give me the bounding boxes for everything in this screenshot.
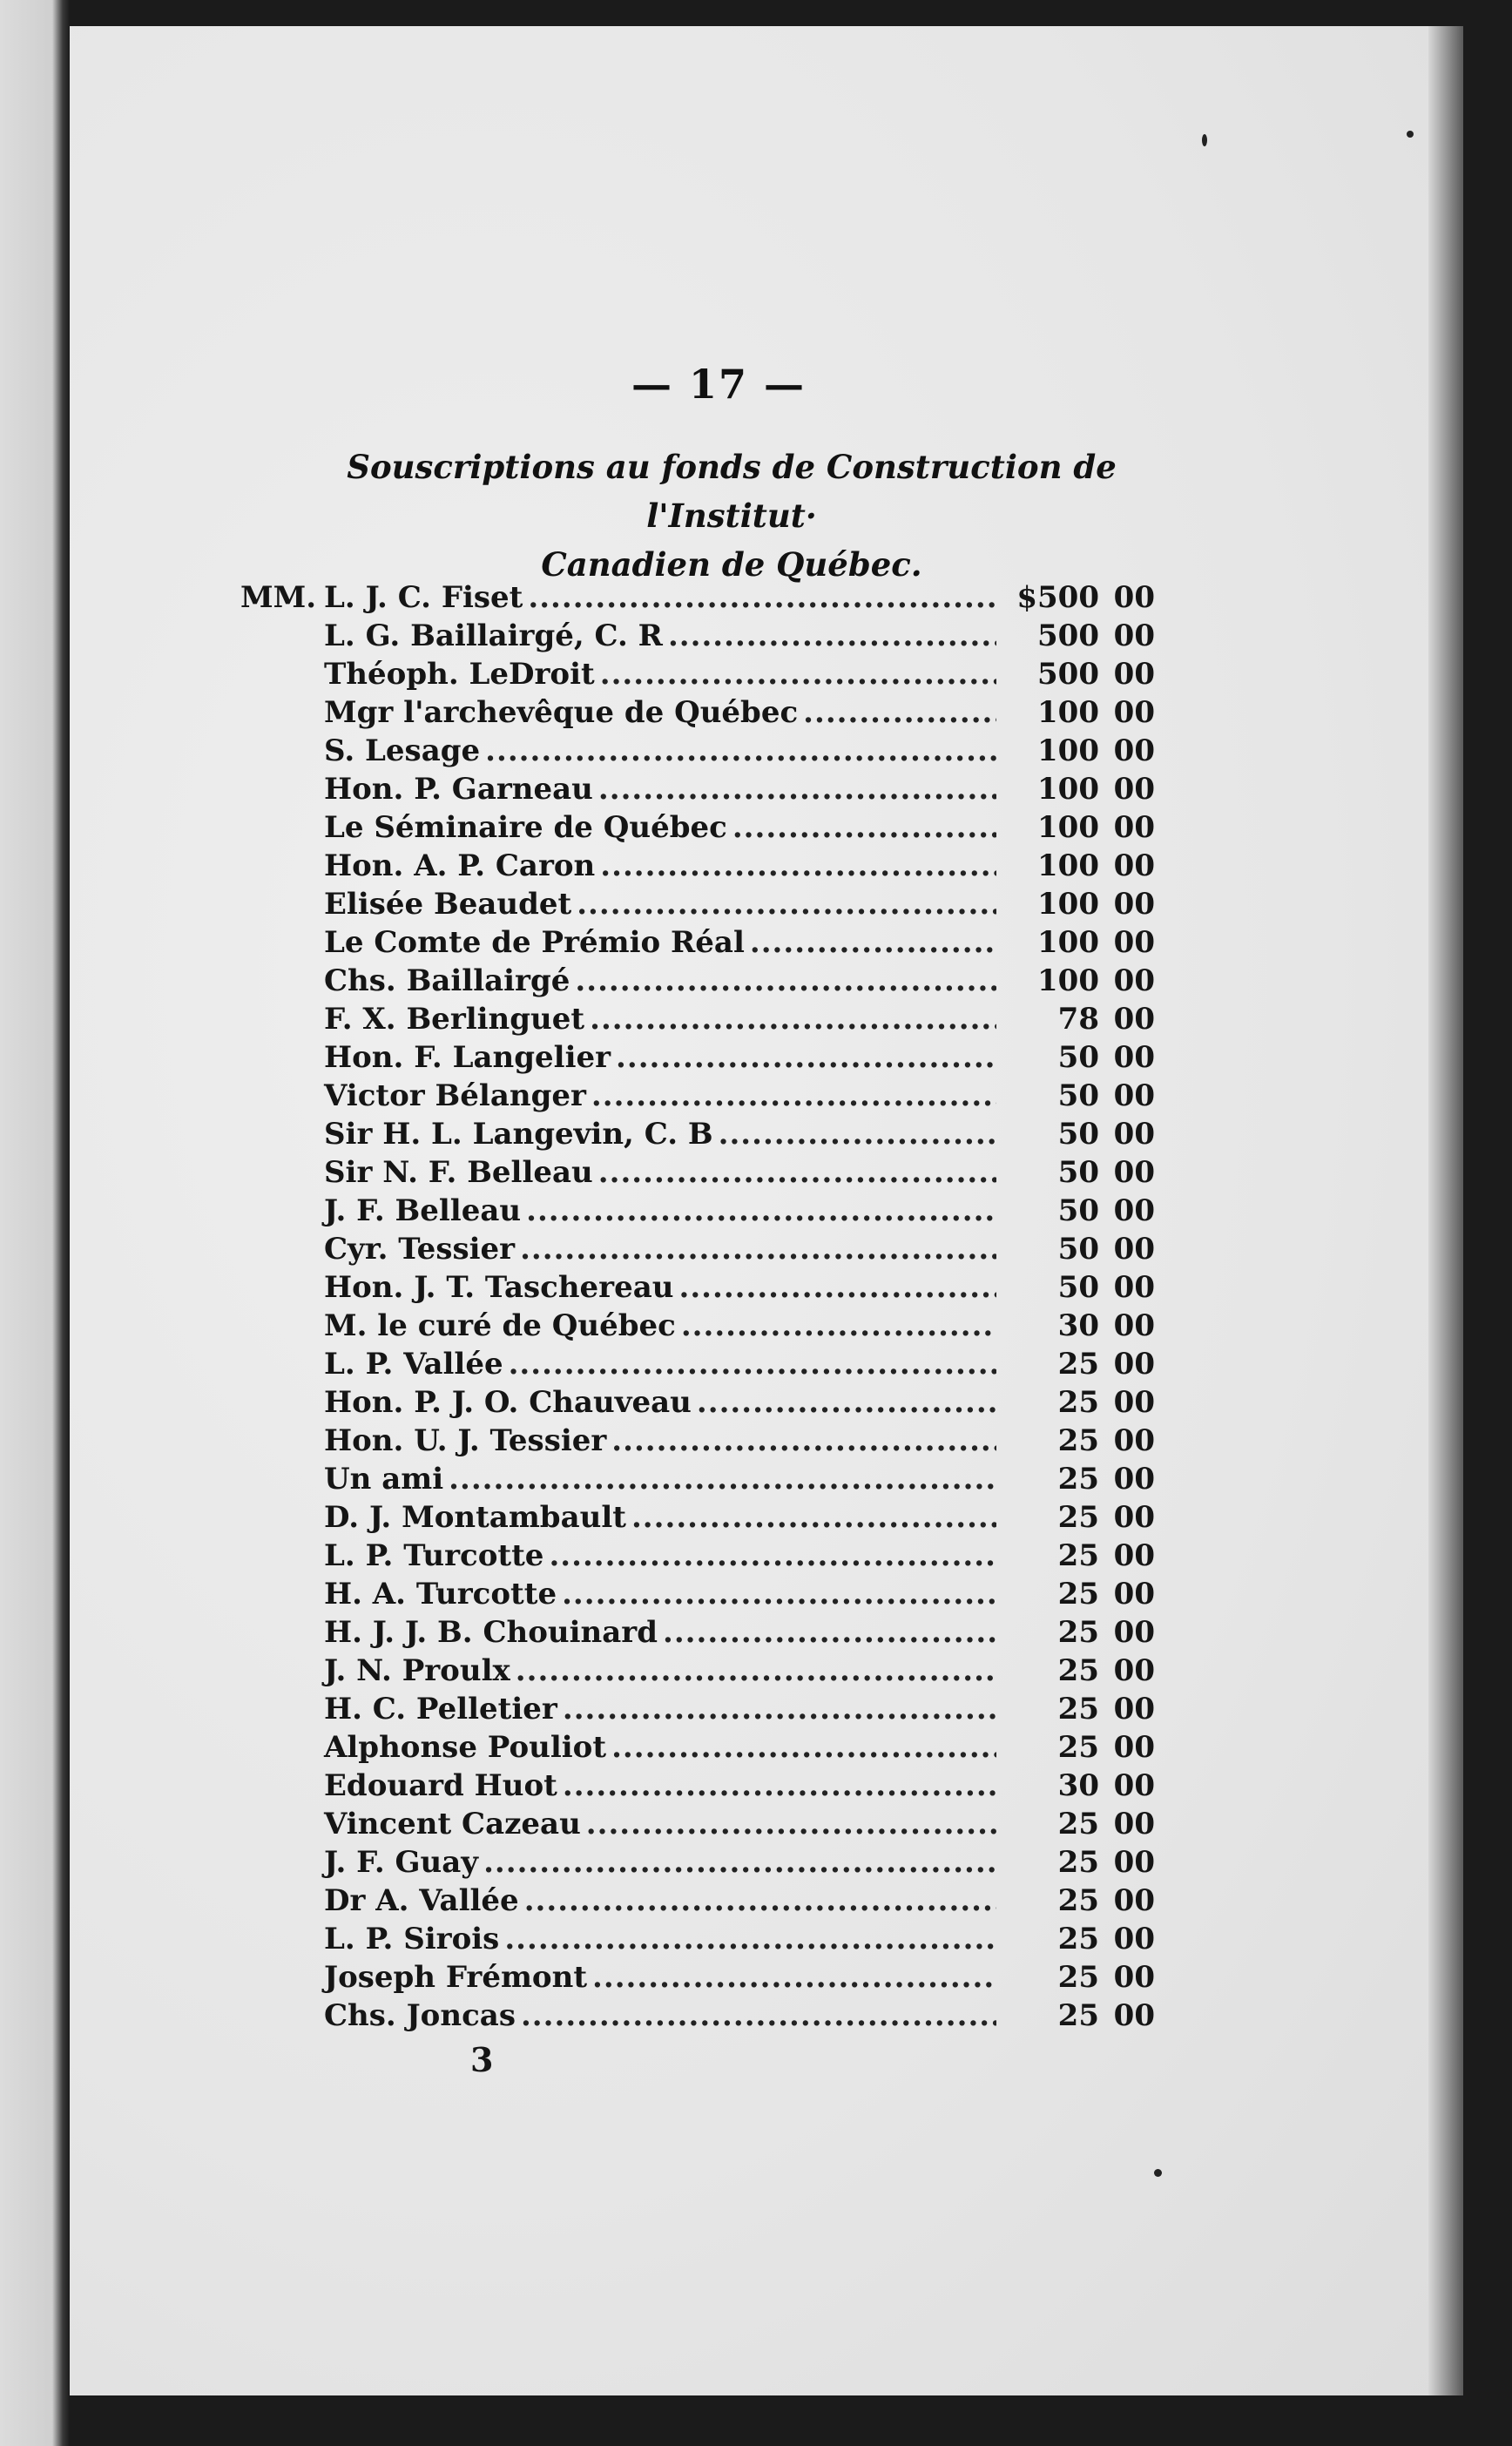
amount-cents: 00 [1113,887,1155,922]
amount-dollars: 25 [1057,1462,1099,1497]
amount-cents: 00 [1113,1078,1155,1113]
amount-cents: 00 [1113,733,1155,768]
subscriber-name: Cyr. Tessier [324,1232,516,1267]
leader-dots [592,1960,996,1995]
amount-dollars: 100 [1037,848,1099,883]
signature-mark: 3 [470,2040,494,2079]
amount-cents: 00 [1113,1117,1155,1152]
subscription-row [240,1615,1155,1653]
amount-cents: 00 [1113,1232,1155,1267]
amount-dollars: 100 [1037,695,1099,730]
subscription-row [240,1117,1155,1155]
leader-dots [611,1730,996,1765]
amount-dollars: 30 [1057,1768,1099,1803]
amount-cents: 00 [1113,1922,1155,1956]
leader-dots [697,1385,996,1420]
leader-dots [575,963,996,998]
page-title [296,443,1167,589]
amount-cents: 00 [1113,1692,1155,1726]
subscription-row [240,1922,1155,1960]
amount-cents: 00 [1113,1653,1155,1688]
leader-dots [668,618,996,653]
amount-dollars: 100 [1037,810,1099,845]
leader-dots [681,1308,996,1343]
subscription-row [240,1883,1155,1922]
subscriber-name: Hon. P. J. O. Chauveau [324,1385,692,1420]
subscription-row [240,618,1155,657]
amount-dollars: 25 [1057,1653,1099,1688]
amount-cents: 00 [1113,772,1155,807]
subscriber-name: L. P. Turcotte [324,1538,544,1573]
subscription-row [240,1002,1155,1040]
leader-dots [516,1653,996,1688]
amount-cents: 00 [1113,657,1155,692]
amount-cents: 00 [1113,1462,1155,1497]
speck [1407,131,1414,138]
subscriber-name: J. N. Proulx [324,1653,510,1688]
amount-dollars: 25 [1057,1845,1099,1880]
subscription-row [240,695,1155,733]
amount-dollars: 50 [1057,1040,1099,1075]
leader-dots [528,580,996,615]
subscription-row [240,1692,1155,1730]
subscriber-name: Mgr l'archevêque de Québec [324,695,799,730]
subscriber-name: Chs. Joncas [324,1998,516,2033]
subscriber-name: Elisée Beaudet [324,887,572,922]
subscription-row [240,1155,1155,1193]
subscription-row [240,1807,1155,1845]
amount-dollars: 25 [1057,1577,1099,1612]
subscription-list [240,580,1155,2037]
subscriber-name: Sir N. F. Belleau [324,1155,593,1190]
subscription-row [240,772,1155,810]
subscriber-name: L. P. Vallée [324,1347,503,1382]
subscription-row [240,1423,1155,1462]
subscriber-name: L. J. C. Fiset [324,580,523,615]
amount-cents: 00 [1113,1845,1155,1880]
leader-dots [611,1423,996,1458]
subscriber-name: Joseph Frémont [324,1960,588,1995]
subscription-row [240,925,1155,963]
subscriber-name: J. F. Guay [324,1845,479,1880]
amount-dollars: 25 [1057,1922,1099,1956]
subscription-row [240,733,1155,772]
subscriber-name: Edouard Huot [324,1768,557,1803]
leader-dots [449,1462,996,1497]
page-number: — 17 — [631,361,807,408]
speck [1202,134,1207,146]
amount-dollars: 100 [1037,925,1099,960]
leader-dots [521,1998,996,2033]
amount-dollars: 50 [1057,1117,1099,1152]
amount-cents: 00 [1113,925,1155,960]
amount-dollars: 500 [1037,618,1099,653]
subscriber-name: Hon. P. Garneau [324,772,593,807]
subscriber-name: Le Comte de Prémio Réal [324,925,745,960]
subscription-row [240,1998,1155,2037]
subscription-row [240,1653,1155,1692]
subscription-row [240,1078,1155,1117]
amount-cents: 00 [1113,1577,1155,1612]
subscription-row [240,1385,1155,1423]
amount-dollars: 100 [1037,887,1099,922]
amount-cents: 00 [1113,1883,1155,1918]
leader-dots [732,810,996,845]
amount-cents: 00 [1113,618,1155,653]
subscription-row [240,1462,1155,1500]
amount-dollars: 50 [1057,1155,1099,1190]
subscription-row [240,1193,1155,1232]
leader-dots [520,1232,996,1267]
amount-dollars: 500 [1037,657,1099,692]
subscription-row [240,887,1155,925]
subscriber-name: S. Lesage [324,733,481,768]
leader-dots [563,1768,996,1803]
subscription-row [240,1270,1155,1308]
amount-cents: 00 [1113,963,1155,998]
subscriber-name: Sir H. L. Langevin, C. B [324,1117,713,1152]
amount-cents: 00 [1113,1270,1155,1305]
subscriber-name: Hon. J. T. Taschereau [324,1270,674,1305]
amount-dollars: 25 [1057,1500,1099,1535]
subscription-row [240,1577,1155,1615]
leader-dots [678,1270,996,1305]
subscriber-name: Théoph. LeDroit [324,657,595,692]
leader-dots [631,1500,996,1535]
amount-dollars: 78 [1057,1002,1099,1037]
amount-dollars: 25 [1057,1998,1099,2033]
leader-dots [524,1883,996,1918]
subscriber-name: L. P. Sirois [324,1922,500,1956]
amount-dollars: 25 [1057,1692,1099,1726]
leader-dots [562,1577,996,1612]
subscription-row [240,657,1155,695]
leader-dots [600,848,996,883]
leader-dots [590,1002,996,1037]
leader-dots [504,1922,996,1956]
subscriber-name: Hon. A. P. Caron [324,848,596,883]
amount-dollars: 25 [1057,1615,1099,1650]
subscription-row [240,848,1155,887]
amount-dollars: 25 [1057,1423,1099,1458]
subscriber-name: Alphonse Pouliot [324,1730,607,1765]
subscriber-name: D. J. Montambault [324,1500,626,1535]
subscription-row [240,1768,1155,1807]
amount-dollars: 100 [1037,733,1099,768]
amount-dollars: 100 [1037,963,1099,998]
speck [1154,2169,1162,2177]
leader-dots [616,1040,996,1075]
amount-dollars: 25 [1057,1960,1099,1995]
leader-dots [600,657,996,692]
amount-cents: 00 [1113,1730,1155,1765]
subscriber-name: L. G. Baillairgé, C. R [324,618,663,653]
subscriber-name: H. J. J. B. Chouinard [324,1615,658,1650]
amount-cents: 00 [1113,1960,1155,1995]
subscriber-name: Victor Bélanger [324,1078,586,1113]
leader-dots [563,1692,996,1726]
leader-dots [598,772,996,807]
amount-dollars: 50 [1057,1078,1099,1113]
row-prefix: MM. [240,580,317,615]
subscriber-name: F. X. Berlinguet [324,1002,585,1037]
subscription-row [240,810,1155,848]
amount-dollars: 25 [1057,1538,1099,1573]
subscriber-name: H. C. Pelletier [324,1692,557,1726]
subscription-row [240,1232,1155,1270]
subscriber-name: Vincent Cazeau [324,1807,581,1841]
amount-cents: 00 [1113,810,1155,845]
title-line-2: Canadien de Québec. [541,545,922,584]
leader-dots [483,1845,996,1880]
amount-cents: 00 [1113,1768,1155,1803]
amount-cents: 00 [1113,1500,1155,1535]
leader-dots [591,1078,996,1113]
amount-dollars: 50 [1057,1232,1099,1267]
subscription-row [240,1845,1155,1883]
subscription-row [240,1308,1155,1347]
amount-dollars: 25 [1057,1385,1099,1420]
amount-dollars: 50 [1057,1270,1099,1305]
amount-cents: 00 [1113,1002,1155,1037]
subscription-row [240,1500,1155,1538]
amount-cents: 00 [1113,1040,1155,1075]
subscriber-name: Dr A. Vallée [324,1883,519,1918]
amount-dollars: 100 [1037,772,1099,807]
leader-dots [663,1615,996,1650]
subscription-row [240,963,1155,1002]
amount-cents: 00 [1113,695,1155,730]
amount-dollars: 25 [1057,1730,1099,1765]
leader-dots [750,925,996,960]
amount-dollars: 25 [1057,1883,1099,1918]
amount-cents: 00 [1113,1615,1155,1650]
amount-dollars: 30 [1057,1308,1099,1343]
leader-dots [586,1807,996,1841]
subscription-row [240,1347,1155,1385]
leader-dots [719,1117,996,1152]
page-edge-shadow [1428,26,1463,2395]
amount-cents: 00 [1113,1807,1155,1841]
subscription-row [240,580,1155,618]
amount-dollars: 25 [1057,1347,1099,1382]
leader-dots [485,733,996,768]
leader-dots [598,1155,996,1190]
leader-dots [549,1538,996,1573]
amount-dollars: 50 [1057,1193,1099,1228]
amount-cents: 00 [1113,1347,1155,1382]
amount-cents: 00 [1113,1423,1155,1458]
amount-cents: 00 [1113,1998,1155,2033]
amount-cents: 00 [1113,1155,1155,1190]
amount-cents: 00 [1113,1308,1155,1343]
leader-dots [577,887,996,922]
subscription-row [240,1960,1155,1998]
subscriber-name: H. A. Turcotte [324,1577,557,1612]
subscriber-name: Un ami [324,1462,444,1497]
subscriber-name: Hon. F. Langelier [324,1040,611,1075]
amount-dollars: 25 [1057,1807,1099,1841]
subscriber-name: M. le curé de Québec [324,1308,676,1343]
amount-cents: 00 [1113,1385,1155,1420]
subscription-row [240,1040,1155,1078]
subscription-row [240,1730,1155,1768]
subscriber-name: Hon. U. J. Tessier [324,1423,607,1458]
leader-dots [526,1193,996,1228]
scan-border-left [0,0,70,2446]
amount-dollars: $500 [1016,580,1099,615]
amount-cents: 00 [1113,1193,1155,1228]
leader-dots [803,695,996,730]
subscriber-name: Le Séminaire de Québec [324,810,727,845]
book-page [70,26,1463,2395]
subscriber-name: J. F. Belleau [324,1193,522,1228]
subscriber-name: Chs. Baillairgé [324,963,570,998]
title-line-1: Souscriptions au fonds de Construction de l'Institut· [347,448,1117,535]
amount-cents: 00 [1113,848,1155,883]
subscription-row [240,1538,1155,1577]
amount-cents: 00 [1113,1538,1155,1573]
leader-dots [509,1347,996,1382]
amount-cents: 00 [1113,580,1155,615]
